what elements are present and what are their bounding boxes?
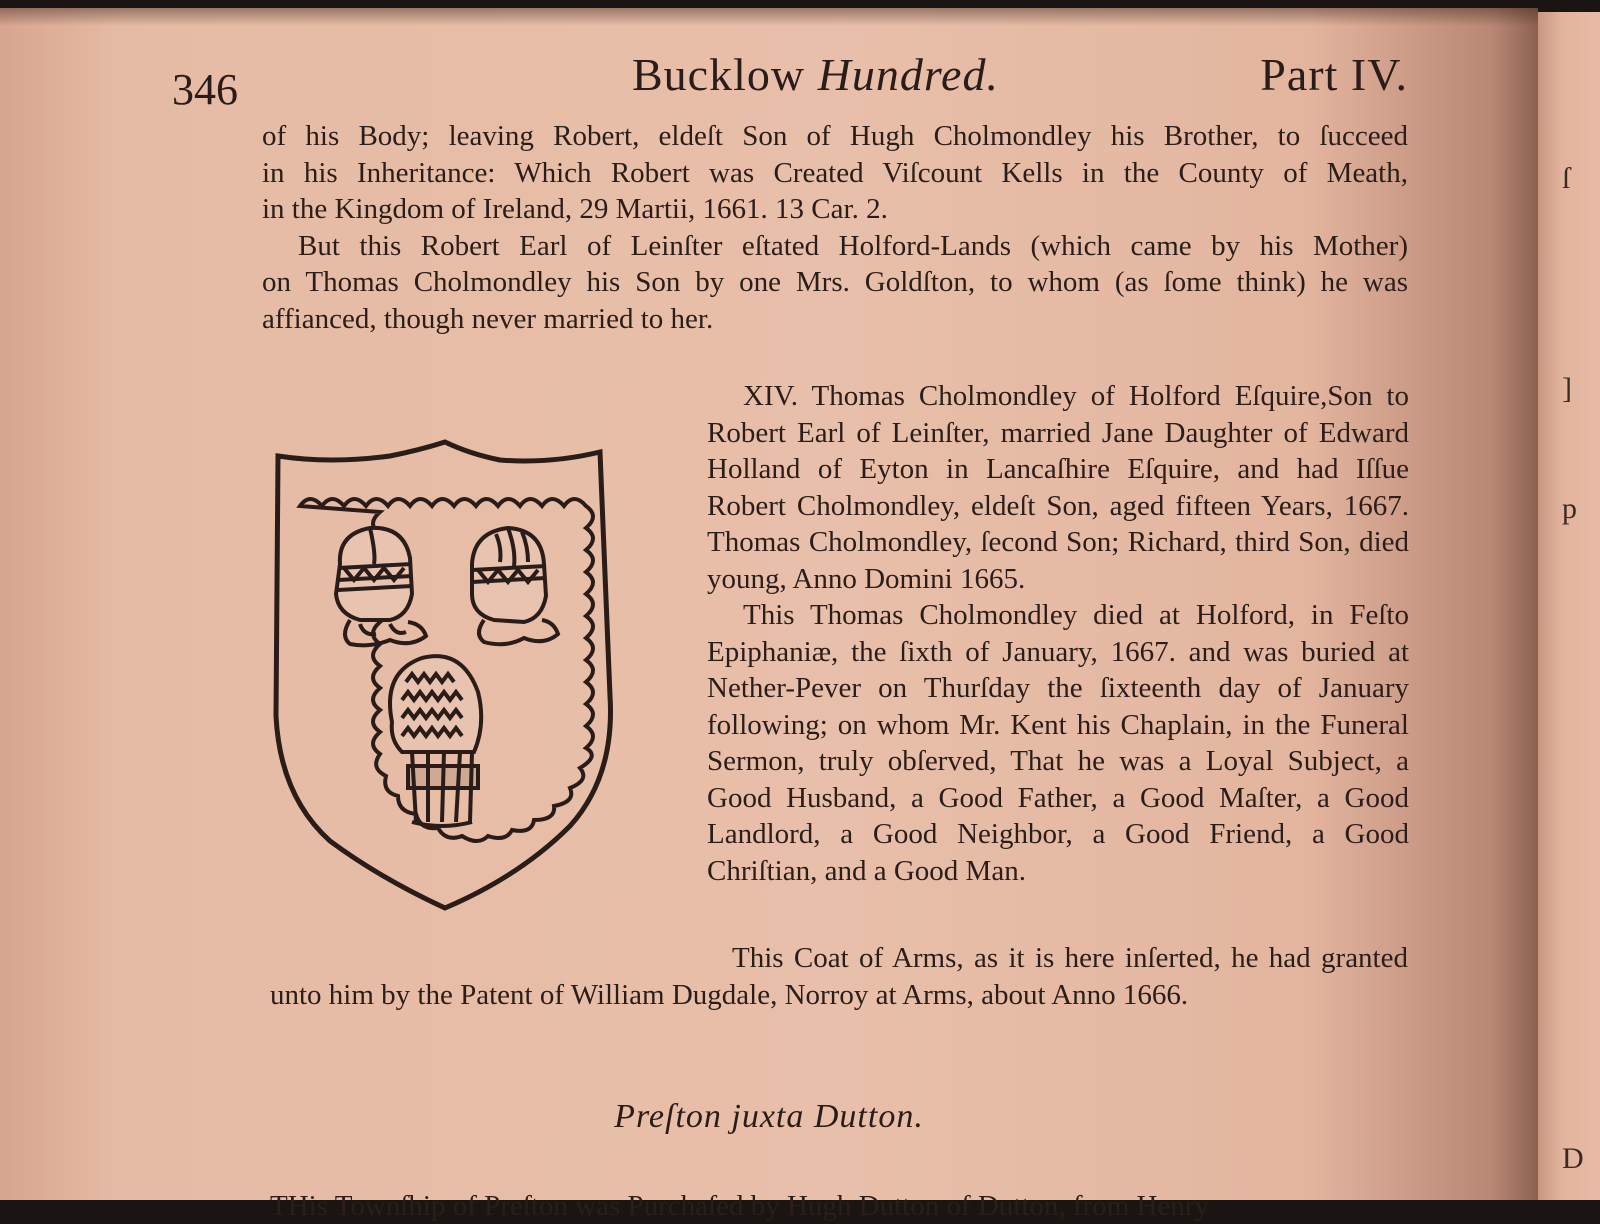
page-title-italic: Hundred.	[817, 49, 999, 100]
second-paragraph-line: But this Robert Earl of Leinſter eſtated Holford-Lands (which came by his Mother)	[298, 229, 1408, 262]
second-paragraph-line: on Thomas Cholmondley his Son by one Mrs. Goldſton, to whom (as ſome think) he was	[262, 266, 1408, 298]
garb-charge	[390, 656, 481, 826]
page-title-plain: Bucklow	[632, 49, 818, 100]
arms-grant-paragraph-block	[270, 940, 1408, 1013]
adjacent-page-glyph: ſ	[1562, 162, 1571, 195]
second-paragraph-line: affianced, though never married to her.	[262, 302, 714, 335]
arms-grant-paragraph: This Coat of Arms, as it is here inſerted, he had granted unto him by the Patent of William Dugdale, Norroy at Arms, about Anno 1666.	[270, 942, 1408, 1011]
page-top-shadow	[0, 8, 1538, 26]
adjacent-page-glyph: ]	[1562, 372, 1572, 405]
running-head	[168, 48, 1408, 114]
page-number: 346	[172, 65, 238, 114]
top-paragraph-line: in his Inheritance: Which Robert was Created Viſcount Kells in the County of Meath,	[262, 156, 1408, 189]
adjacent-page-edge	[1538, 12, 1600, 1200]
coat-of-arms-woodcut	[270, 446, 630, 926]
section-xiv-column	[707, 378, 1409, 889]
top-paragraph-line: of his Body; leaving Robert, eldeſt Son of Hugh Cholmondley his Brother, to ſucceed	[262, 120, 1408, 152]
section-xiv-paragraph: XIV. Thomas Cholmondley of Holford Eſquire,Son to Robert Earl of Leinſter, married Jane Daughter of Edward Holland of Eyton in Lancaſhire Eſquire, and had Iſſue Robert Cholmondley, eldeſt Son, aged fifteen Years, 1667. Thomas Cholmondley, ſecond Son; Richard, third Son, died young, Anno Domini 1665.	[707, 380, 1409, 595]
death-paragraph: This Thomas Cholmondley died at Holford, in Feſto Epiphaniæ, the ſixth of January, 1667. and was buried at Nether-Pever on Thurſday the ſixteenth day of January following; on whom Mr. Kent his Chaplain, in the Funeral Sermon, truly obſerved, That he was a Loyal Subject, a Good Husband, a Good Father, a Good Maſter, a Good Landlord, a Good Neighbor, a Good Friend, a Good Chriſtian, and a Good Man.	[707, 599, 1409, 887]
page-title	[632, 48, 999, 101]
part-label: Part IV.	[1260, 49, 1408, 100]
helmet-charge-right	[472, 528, 558, 644]
book-page	[0, 8, 1538, 1222]
top-paragraphs	[262, 118, 1408, 337]
adjacent-page-glyph: p	[1562, 492, 1577, 525]
section-heading: Preſton juxta Dutton.	[614, 1098, 924, 1135]
adjacent-page-glyph: D	[1562, 1142, 1584, 1175]
top-paragraph-line: in the Kingdom of Ireland, 29 Martii, 1661. 13 Car. 2.	[262, 193, 888, 225]
cut-off-line: THis Townſhip of Preſton was Purchaſed by Hugh Dutton of Dutton, from Henry	[270, 1190, 1210, 1222]
helmet-charge-left	[336, 528, 426, 645]
